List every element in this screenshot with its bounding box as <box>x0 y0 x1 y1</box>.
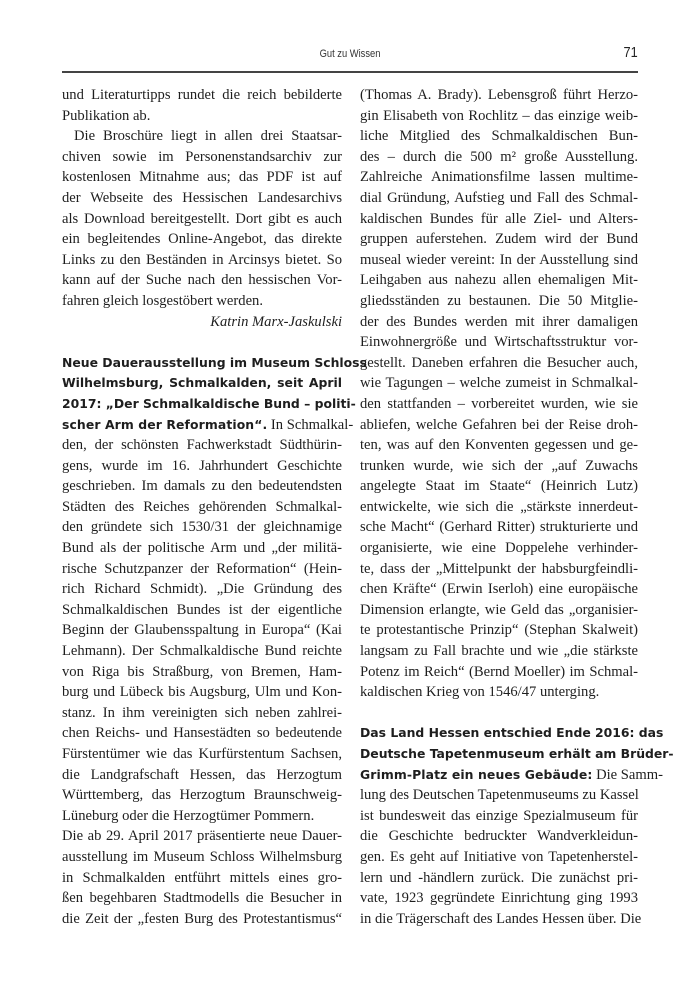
text-line: Links zu den Beständen in Arcinsys bietet. So <box>62 251 342 268</box>
text-line: Publikation ab. <box>62 107 151 124</box>
text-line: dial Gründung, Aufstieg und Fall des Schmal- <box>360 189 638 206</box>
text-line: Zahlreiche Animationsfilme lassen multime- <box>360 169 638 186</box>
left-column <box>62 85 367 929</box>
text-line: lern und -händlern zurück. Die zunächst pri- <box>360 869 638 886</box>
text-line <box>360 765 663 786</box>
text-line: abliefen, welche Gefahren bei der Reise droh- <box>360 416 638 433</box>
text-line: chen Kräfte“ (Erwin Iserloh) eine europäische <box>360 581 638 598</box>
text-line: ten, was auf den Konventen gegessen und ge- <box>360 437 638 454</box>
text-line: den, der schönsten Fachwerkstadt Südthürin- <box>62 437 342 454</box>
text-line: te protestantische Prinzip“ (Stephan Skalweit) <box>360 622 638 639</box>
text-line: burg und Lübeck bis Augsburg, Ulm und Kon- <box>62 684 342 701</box>
right-column <box>360 85 674 929</box>
text-line: chen Reichs- und Hansestädten so bedeutende <box>62 725 342 742</box>
text-line: Bund als der politische Arm und „der militä- <box>62 540 342 557</box>
text-line: der Webseite des Hessischen Landesarchivs <box>62 189 342 206</box>
text-line: gin Elisabeth von Rochlitz – das einzige weib- <box>360 107 638 124</box>
text-line: Die ab 29. April 2017 präsentierte neue Dauer- <box>62 828 342 845</box>
text-line: der des Bundes werden mit ihrer damaligen <box>360 313 638 330</box>
text-line: museal wieder vereint: In der Ausstellung sind <box>360 251 638 268</box>
header-rule <box>62 71 638 73</box>
text-line: die Zeit der „festen Burg des Protestantismus“ <box>62 910 342 927</box>
text-line: angelegte Staat im Staate“ (Heinrich Lutz) <box>360 478 638 495</box>
text-line: die Landgrafschaft Hessen, das Herzogtum <box>62 766 342 783</box>
running-header <box>62 44 638 66</box>
page-number: 71 <box>623 44 638 61</box>
text-run: In Schmalkal- <box>267 416 354 433</box>
text-line: sche Macht“ (Gerhard Ritter) strukturierte und <box>360 519 638 536</box>
section-title: Gut zu Wissen <box>319 48 381 60</box>
text-line: des – durch die 500 m² große Ausstellung. <box>360 148 638 165</box>
text-line: Dimension erlangte, wie Geld das „organisier- <box>360 601 638 618</box>
text-line: Einwohnergröße und Wirtschaftsstruktur vor- <box>360 334 638 351</box>
section-heading-line: Neue Dauerausstellung im Museum Schloss <box>62 354 367 370</box>
text-line: ausstellung im Museum Schloss Wilhelmsburg <box>62 848 342 865</box>
text-line: gen. Es geht auf Initiative von Tapetenherstel- <box>360 848 638 865</box>
text-line: gruppen auferstehen. Zudem wird der Bund <box>360 231 638 248</box>
text-line: Die Broschüre liegt in allen drei Staatsar- <box>74 128 342 145</box>
text-line: den stattfanden – vorbereitet wurden, wie sie <box>360 395 638 412</box>
text-line: gliedsständen zu bestaunen. Die 50 Mitglie- <box>360 292 638 309</box>
text-line: Schmalkaldischen Bundes ist der eigentliche <box>62 601 342 618</box>
paragraph-gap <box>360 703 638 724</box>
text-line: gens, wurde im 16. Jahrhundert Geschichte <box>62 457 342 474</box>
text-line: die Geschichte bedruckter Wandverkleidun- <box>360 828 638 845</box>
text-line: geschrieben. Im damals zu den bedeutendsten <box>62 478 342 495</box>
text-line: rich Richard Schmidt). „Die Gründung des <box>62 581 342 598</box>
text-line: trunken wurde, wie sich der „auf Zuwachs <box>360 457 638 474</box>
text-line: kaldischen Bundes für alle Ziel- und Alters- <box>360 210 638 227</box>
text-run: Die Samm- <box>592 766 663 783</box>
text-line: Lehmann). Der Schmalkaldische Bund reichte <box>62 643 342 660</box>
text-line: organisierte, wie eine Doppelehe verhinder- <box>360 540 638 557</box>
text-line: Lüneburg oder die Herzogtümer Pommern. <box>62 807 315 824</box>
text-line: vate, 1923 gegründete Einrichtung ging 1993 <box>360 890 638 907</box>
text-line: Beginn der Glaubensspaltung in Europa“ (Kai <box>62 622 342 639</box>
text-line: Städten des Reiches gehörenden Schmalkal- <box>62 498 342 515</box>
text-line: langsam zu Fall brachte und wie „die stärkste <box>360 643 638 660</box>
section-heading-line: Das Land Hessen entschied Ende 2016: das <box>360 725 664 741</box>
text-line: in die Trägerschaft des Landes Hessen über. Die <box>360 910 642 927</box>
text-line: (Thomas A. Brady). Lebensgroß führt Herzo- <box>360 87 638 103</box>
text-line: als Download bereitgestellt. Dort gibt es auch <box>62 210 342 227</box>
text-line: den gründete sich 1530/31 der gleichnamige <box>62 519 342 536</box>
text-line: ist bundesweit das einzige Spezialmuseum für <box>360 807 638 824</box>
paragraph-gap <box>62 332 342 353</box>
text-line: Leihgaben aus nahezu allen ehemaligen Mit- <box>360 272 638 289</box>
text-line: gestellt. Daneben erfahren die Besucher auch, <box>360 354 638 371</box>
text-line: in Schmalkalden entführt mittels eines gro- <box>62 869 342 886</box>
text-line: kaldischen Krieg von 1546/47 unterging. <box>360 684 600 701</box>
text-line: ßen begehbaren Stadtmodells die Besucher in <box>62 890 342 907</box>
text-line <box>62 415 354 436</box>
text-line: Potenz im Reich“ (Bernd Moeller) im Schmal- <box>360 663 638 680</box>
text-line: fahren gleich losgestöbert werden. <box>62 292 263 309</box>
section-heading-line: Wilhelmsburg, Schmalkalden, seit April <box>62 375 342 391</box>
text-line: lung des Deutschen Tapetenmuseums zu Kassel <box>360 787 639 804</box>
author-signature: Katrin Marx-Jaskulski <box>210 313 342 330</box>
text-line: und Literaturtipps rundet die reich bebilderte <box>62 87 342 103</box>
section-heading-line: Deutsche Tapetenmuseum erhält am Brüder- <box>360 746 674 761</box>
text-line: kann auf der Suche nach den hessischen Vor- <box>62 272 342 289</box>
text-line: Fürstentümer wie das Kurfürstentum Sachsen, <box>62 746 342 762</box>
text-line: stanz. In ihm vereinigten sich neben zahlrei- <box>62 704 342 721</box>
text-line: entwickelte, wie sich die „stärkste innerdeut- <box>360 498 638 515</box>
text-line: ein begleitendes Online-Angebot, das direkte <box>62 231 342 248</box>
text-line: rische Schutzpanzer der Reformation“ (Hein- <box>62 560 342 577</box>
text-line: wie Tagungen – welche zumeist in Schmalkal- <box>360 375 638 392</box>
section-heading-end: scher Arm der Reformation“. <box>62 416 268 432</box>
text-line: liche Mitglied des Schmalkaldischen Bun- <box>360 128 638 145</box>
text-line: te, dass der „Mittelpunkt der habsburgfeindli- <box>360 560 638 577</box>
text-line: chiven sowie im Personenstandsarchiv zur <box>62 148 342 165</box>
section-heading-end: Grimm-Platz ein neues Gebäude: <box>360 766 593 782</box>
text-line: Württemberg, das Herzogtum Braunschweig- <box>62 787 342 804</box>
text-line: von Riga bis Straßburg, von Bremen, Ham- <box>62 663 342 680</box>
text-line: kostenlosen Mitnahme aus; das PDF ist auf <box>62 169 342 186</box>
section-heading-line: 2017: „Der Schmalkaldische Bund – politi- <box>62 395 356 411</box>
